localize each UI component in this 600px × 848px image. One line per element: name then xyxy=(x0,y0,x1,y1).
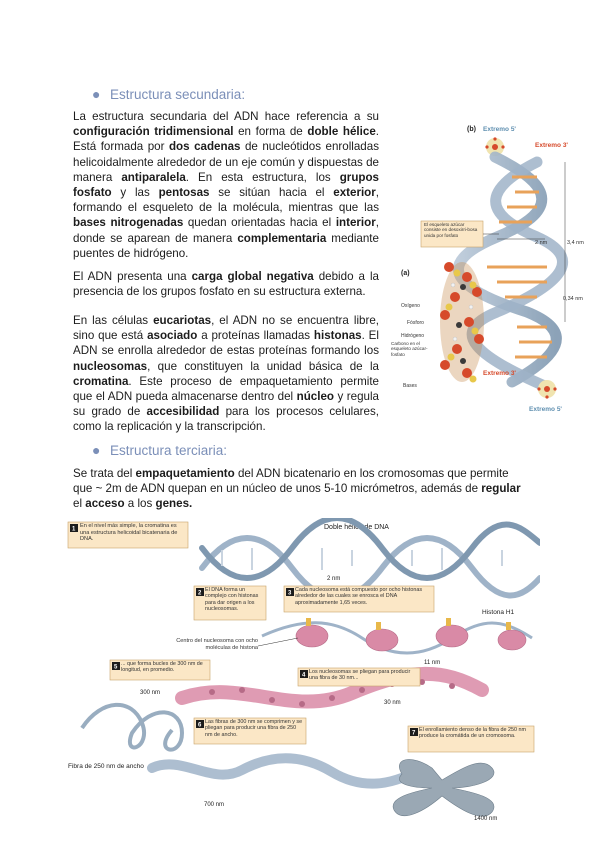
label-hidrogeno: Hidrógeno xyxy=(401,333,425,339)
label-bases: Bases xyxy=(403,383,417,389)
step1-text: En el nivel más simple, la cromatina es una estructura helicoidal bicatenaria de DNA. xyxy=(80,523,178,543)
step6-text: Las fibras de 300 nm se comprimen y se pliegan para producir una fibra de 250 nm de ancho. xyxy=(205,719,303,738)
text-run: y las xyxy=(111,186,159,200)
heading-text: Estructura secundaria: xyxy=(110,86,246,102)
bold-run: grupos fosfato xyxy=(73,170,380,200)
text-run: debido a la presencia de los grupos fosfato en su estructura externa. xyxy=(73,270,379,299)
label-oxigeno: Oxígeno xyxy=(401,303,420,309)
text-run: . En esta estructura, los xyxy=(185,170,340,184)
chromatin-packing-figure xyxy=(62,518,540,828)
nucleosomes-row xyxy=(296,625,526,651)
extremo5-bottom: Extremo 5' xyxy=(529,406,562,413)
bold-run: exterior xyxy=(333,186,376,200)
dim-2nm: 2 nm xyxy=(535,240,548,246)
text-run: El ADN presenta una xyxy=(73,270,192,283)
bold-run: cromatina xyxy=(73,374,129,388)
paragraph-secundaria-1 xyxy=(73,109,379,261)
step4-text: Los nucleosomas se pliegan para producir una fibra de 30 nm... xyxy=(309,669,411,682)
bullet-icon: ● xyxy=(92,442,101,458)
bold-run: nucleosomas xyxy=(73,359,148,373)
bold-run: empaquetamiento xyxy=(135,467,235,480)
label-a: (a) xyxy=(401,270,410,277)
text-run: Se trata del xyxy=(73,467,136,480)
bold-run: complementaria xyxy=(237,231,327,245)
bold-run: núcleo xyxy=(296,390,334,404)
step7-callout xyxy=(408,726,534,753)
text-run: En las células xyxy=(73,314,154,327)
bold-run: configuración tridimensional xyxy=(73,125,234,139)
bold-run: pentosas xyxy=(158,186,210,200)
step1-number: 1 xyxy=(72,526,76,533)
text-run: , donde se aparean de manera xyxy=(73,216,379,245)
bold-run: asociado xyxy=(147,329,198,343)
text-run: , que constituyen la unidad básica de la xyxy=(147,359,379,373)
section-heading-terciaria xyxy=(92,442,227,458)
text-run: . El ADN se enrolla alrededor de estas proteínas formando los xyxy=(73,329,379,358)
dna-helix-figure xyxy=(387,117,587,417)
heading-text: Estructura terciaria: xyxy=(110,442,228,458)
text-run: el xyxy=(73,497,86,511)
fig2-dim-1400nm: 1400 nm xyxy=(474,816,498,822)
extremo3-top: Extremo 3' xyxy=(535,142,568,149)
dim-0-34nm: 0,34 nm xyxy=(563,296,583,302)
paragraph-terciaria xyxy=(73,466,531,512)
fig2-dim-700nm: 700 nm xyxy=(204,802,225,808)
bold-run: doble hélice xyxy=(307,125,376,139)
step7-number: 7 xyxy=(412,730,416,737)
step4-number: 4 xyxy=(302,672,306,679)
step6-number: 6 xyxy=(198,722,202,729)
step5-callout xyxy=(110,660,210,681)
text-run: en forma de xyxy=(233,125,308,139)
fig2-fibra-250: Fibra de 250 nm de ancho xyxy=(68,763,144,770)
fiber-250nm xyxy=(152,758,422,783)
step6-callout xyxy=(194,718,306,745)
text-run: para los procesos celulares, como la replicación y la transcripción. xyxy=(73,405,379,434)
bold-run: interior xyxy=(335,216,376,230)
step3-callout xyxy=(284,586,434,612)
text-run: a proteínas llamadas xyxy=(197,329,314,343)
extremo3-bottom: Extremo 3' xyxy=(483,370,516,377)
bold-run: bases nitrogenadas xyxy=(73,216,184,230)
paragraph-secundaria-3 xyxy=(73,313,379,435)
step2-number: 2 xyxy=(198,590,202,597)
bold-run: carga global negativa xyxy=(191,270,314,283)
text-run: de nucleótidos enrolladas helicoidalmente alrededor de un eje común y dispuestas de manera xyxy=(73,140,379,184)
bold-run: regular xyxy=(481,482,521,496)
extremo5-top: Extremo 5' xyxy=(483,126,516,133)
label-carbono: Carbono en el esqueleto azúcar-fosfato xyxy=(391,341,428,357)
bold-run: antiparalela xyxy=(121,170,186,184)
text-run: , el ADN no se encuentra libre, sino que está xyxy=(73,314,379,343)
text-run: . Está formada por xyxy=(73,125,380,154)
fig2-dim-11nm: 11 nm xyxy=(424,660,441,666)
step2-callout xyxy=(194,586,266,621)
fig2-title: Doble hélice de DNA xyxy=(324,524,389,531)
step3-text: Cada nucleosoma está compuesto por ocho histonas alrededor de las cuales se enrosca el DNA aproximadamente 1,65 veces. xyxy=(295,587,423,606)
step5-number: 5 xyxy=(114,664,118,671)
step3-number: 3 xyxy=(288,590,292,597)
step7-text: El enrollamiento denso de la fibra de 250 nm produce la cromátida de un cromosoma. xyxy=(419,727,526,740)
bold-run: accesibilidad xyxy=(146,405,220,419)
atom-labels xyxy=(391,303,437,389)
space-filling-model xyxy=(440,262,484,383)
text-run: quedan orientadas hacia el xyxy=(183,216,336,230)
loops-300nm xyxy=(82,705,182,750)
bold-run: acceso xyxy=(85,497,125,511)
fig2-histona-h1: Histona H1 xyxy=(482,609,515,616)
label-b: (b) xyxy=(467,126,476,133)
bullet-icon: ● xyxy=(92,86,101,102)
fig2-dim-300nm: 300 nm xyxy=(140,690,161,696)
step1-callout xyxy=(68,522,188,548)
chromosome xyxy=(393,759,494,816)
text-run: se sitúan hacia el xyxy=(209,186,334,200)
bold-run: dos cadenas xyxy=(168,140,241,154)
label-fosforo: Fósforo xyxy=(407,320,424,326)
text-run: del ADN bicatenario en los cromosomas que permite que ~ 2m de ADN quepan en un núcleo de unos 5-10 micrómetros, además de xyxy=(73,467,509,496)
paragraph-secundaria-2 xyxy=(73,269,379,299)
step2-text: El DNA forma un complejo con histonas para dar origen a los nucleosomas. xyxy=(205,587,259,613)
text-run: a los xyxy=(124,497,156,511)
section-heading-secundaria xyxy=(92,86,245,102)
text-run: mediante puentes de hidrógeno. xyxy=(73,231,379,260)
callout-text: El esqueleto azúcar consiste en desoxirri-bosa unida por fosfato xyxy=(424,222,478,238)
text-run: y regula su grado de xyxy=(73,390,379,419)
fig2-dim-2nm: 2 nm xyxy=(327,576,341,582)
fig2-dim-30nm: 30 nm xyxy=(384,700,401,706)
fig2-centro-label: Centro del nucleosoma con ocho moléculas de histona xyxy=(176,638,258,651)
dim-3-4nm: 3,4 nm xyxy=(567,240,584,246)
bold-run: eucariotas xyxy=(153,314,212,327)
text-run: . Este proceso de empaquetamiento permite que el ADN pueda almacenarse dentro del xyxy=(73,374,379,404)
bold-run: genes. xyxy=(155,497,193,511)
step4-callout xyxy=(298,668,420,687)
step5-text: ... que forma bucles de 300 nm de longitud, en promedio. xyxy=(121,661,203,674)
text-run: , formando el esqueleto de la molécula, mientras que las xyxy=(73,186,380,215)
text-run: La estructura secundaria del ADN hace referencia a su xyxy=(73,110,379,123)
bold-run: histonas xyxy=(313,329,362,343)
